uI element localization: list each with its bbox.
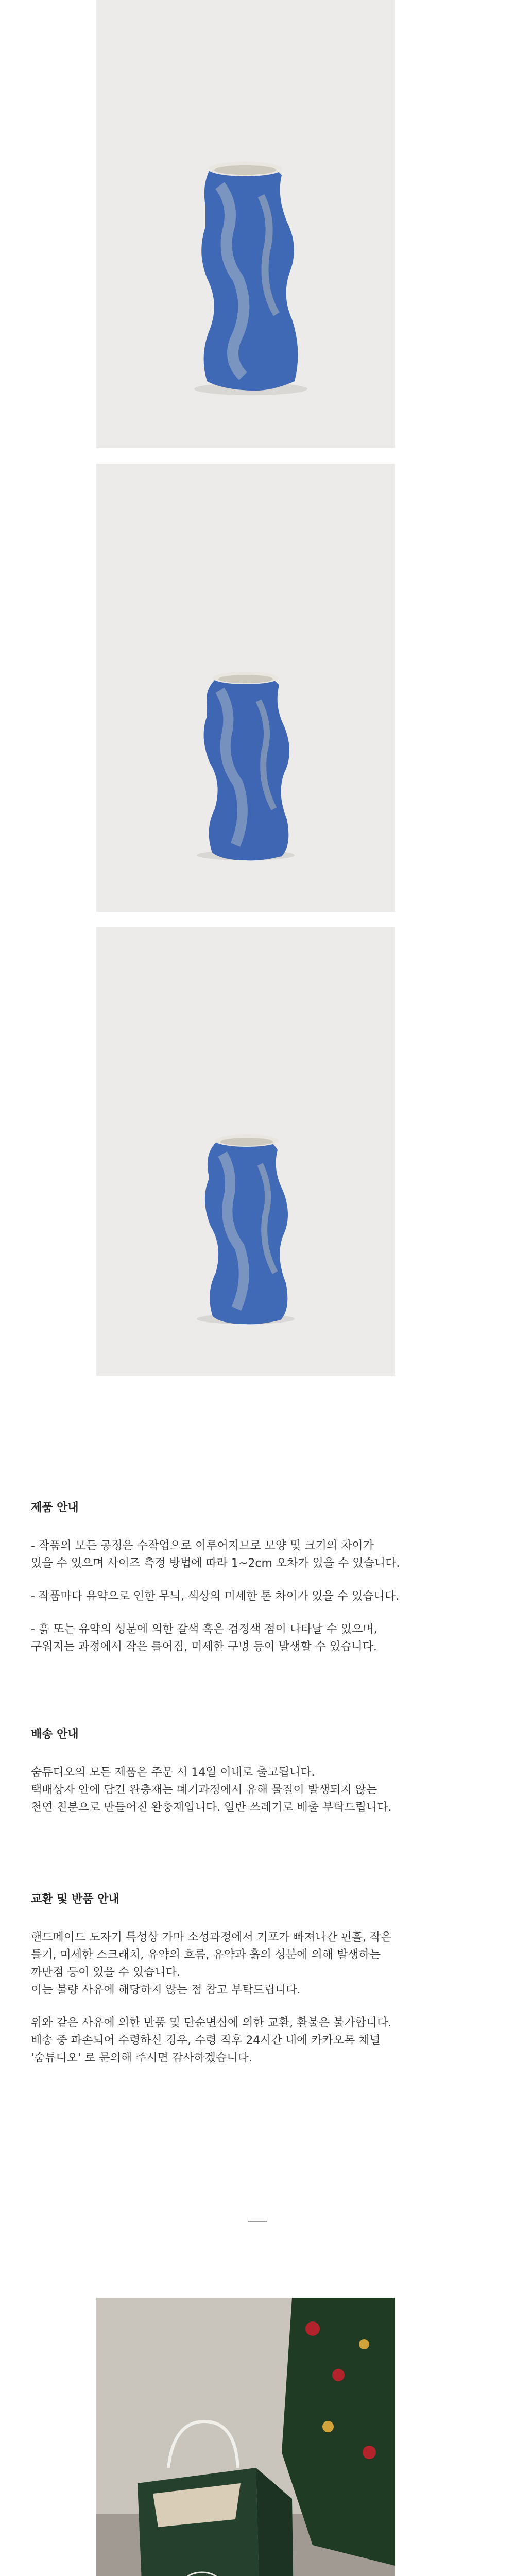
blue-ceramic-vase-photo: [96, 0, 395, 448]
section-divider: [248, 2221, 267, 2222]
product-info-paragraph: - 흙 또는 유약의 성분에 의한 갈색 혹은 검정색 점이 나타날 수 있으며, 구워지는 과정에서 작은 틀어짐, 미세한 구멍 등이 발생할 수 있습니다.: [31, 1623, 377, 1653]
product-photo-1: [96, 0, 395, 448]
gift-bag-photo-1: [96, 2298, 395, 2576]
shipping-info-section: [31, 1726, 484, 1832]
exchange-info-paragraph: 위와 같은 사유에 의한 반품 및 단순변심에 의한 교환, 환불은 불가합니다. 배송 중 파손되어 수령하신 경우, 수령 직후 24시간 내에 카카오톡 채널 '숨튜디오' 로 문의해 주시면 감사하겠습니다.: [31, 2016, 392, 2064]
blue-ceramic-vase-photo: [96, 927, 395, 1376]
shipping-info-heading: 배송 안내: [31, 1728, 79, 1741]
product-info-paragraph: - 작품의 모든 공정은 수작업으로 이루어지므로 모양 및 크기의 차이가 있을 수 있으며 사이즈 측정 방법에 따라 1~2cm 오차가 있을 수 있습니다.: [31, 1539, 400, 1570]
exchange-info-paragraph: 핸드메이드 도자기 특성상 가마 소성과정에서 기포가 빠져나간 핀홀, 작은 틀기, 미세한 스크래치, 유약의 흐름, 유약과 흙의 성분에 의해 발생하는 까만점 등이 있을 수 있습니다. 이는 불량 사유에 해당하지 않는 점 참고 부탁드립니다.: [31, 1931, 392, 1996]
product-info-paragraph: - 작품마다 유약으로 인한 무늬, 색상의 미세한 톤 차이가 있을 수 있습니다.: [31, 1590, 400, 1603]
exchange-info-heading: 교환 및 반품 안내: [31, 1893, 119, 1906]
shipping-info-paragraph: 숨튜디오의 모든 제품은 주문 시 14일 이내로 출고됩니다. 택배상자 안에 담긴 완충재는 폐기과정에서 유해 물질이 발생되지 않는 천연 친분으로 만들어진 완충재입니다. 일반 쓰레기로 배출 부탁드립니다.: [31, 1766, 392, 1814]
product-info-section: [31, 1499, 484, 1671]
green-gift-bag-with-tree-photo: [96, 2298, 395, 2576]
product-photo-2: [96, 464, 395, 912]
exchange-info-section: [31, 1891, 484, 2082]
blue-ceramic-vase-photo: [96, 464, 395, 912]
product-photo-3: [96, 927, 395, 1376]
product-info-heading: 제품 안내: [31, 1501, 79, 1514]
